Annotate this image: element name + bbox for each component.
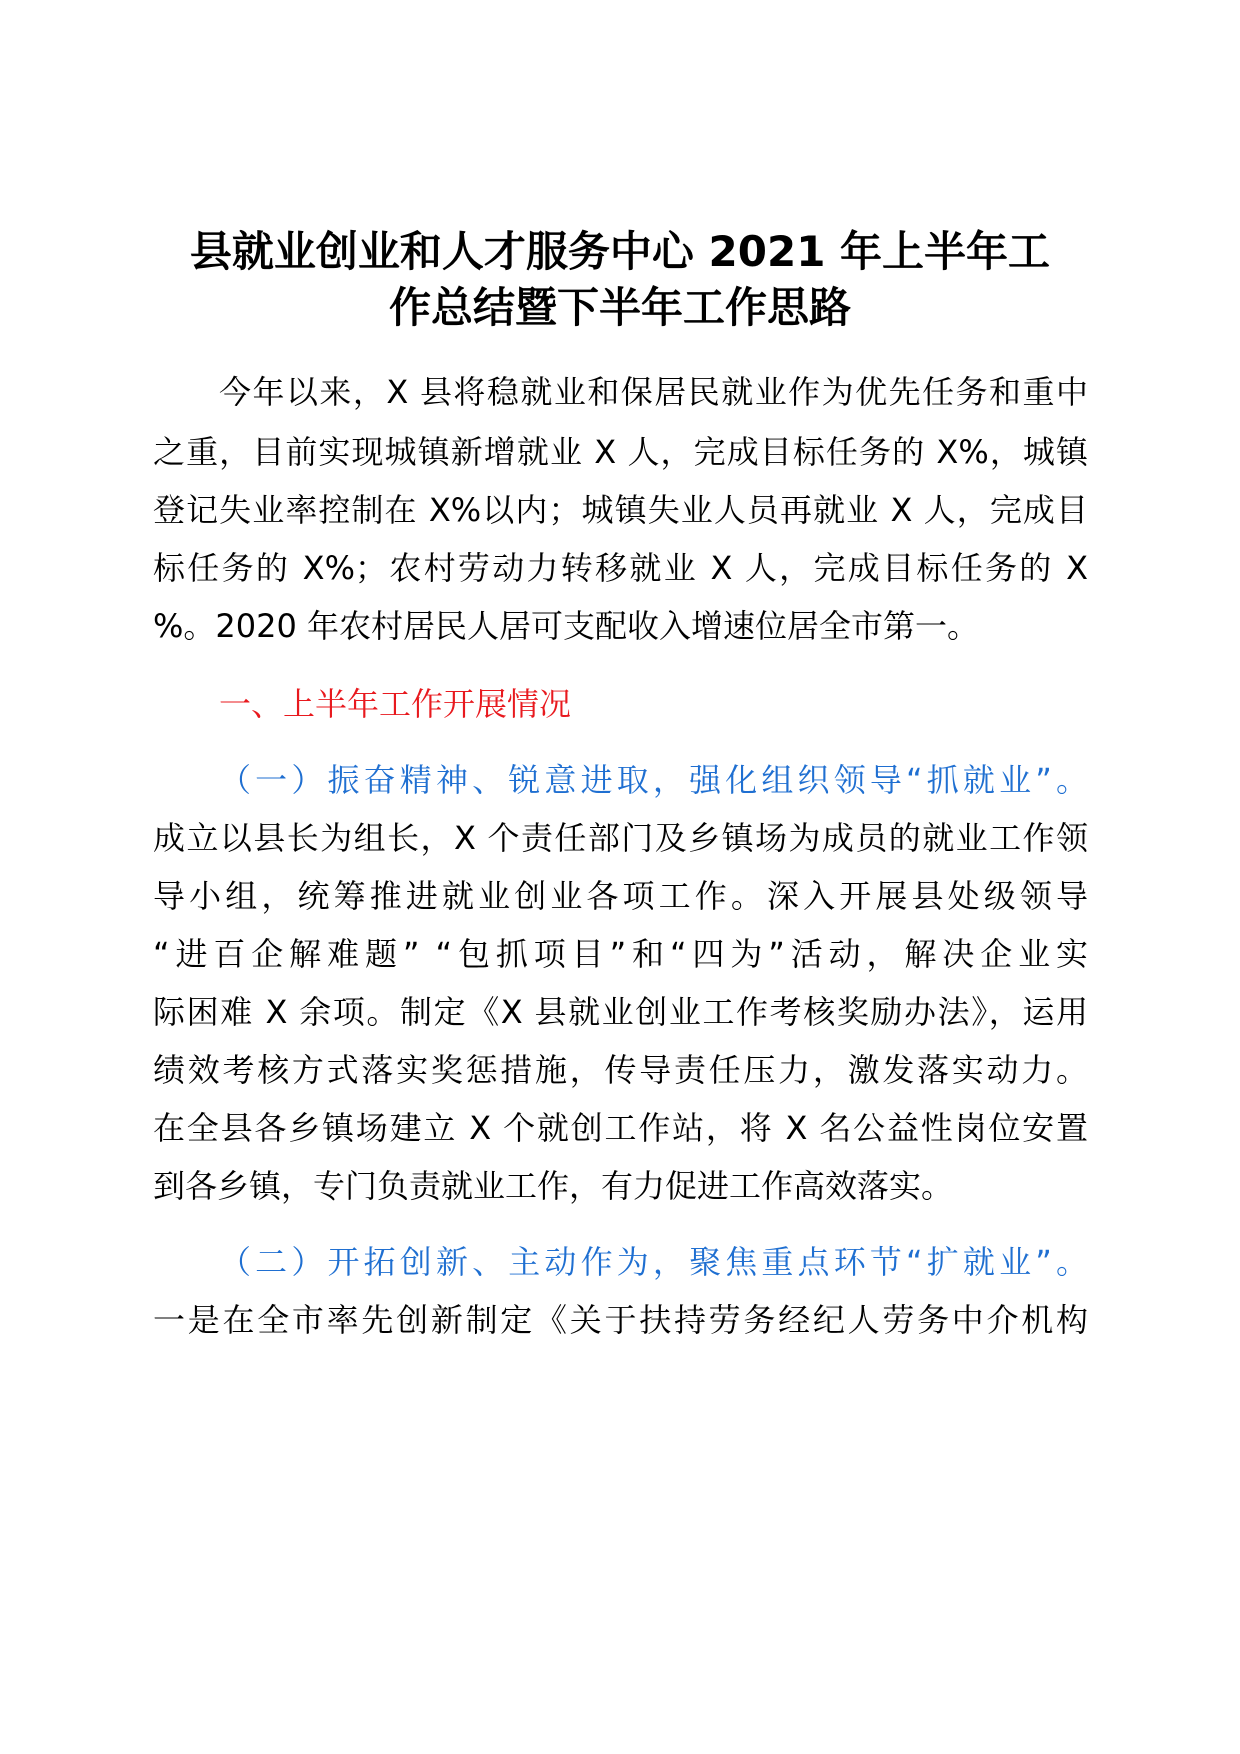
subsection-1-line-4: 际困难 X 余项。制定《X 县就业创业工作考核奖励办法》，运用 (153, 993, 1088, 1031)
intro-paragraph-line-2: 之重，目前实现城镇新增就业 X 人，完成目标任务的 X%，城镇 (153, 433, 1088, 471)
subsection-2-heading: （二）开拓创新、主动作为，聚焦重点环节“扩就业”。 (219, 1243, 1088, 1281)
subsection-1-heading: （一）振奋精神、锐意进取，强化组织领导“抓就业”。 (219, 761, 1088, 799)
subsection-1-line-3: “进百企解难题” “包抓项目”和“四为”活动，解决企业实 (153, 935, 1088, 973)
intro-paragraph-line-3: 登记失业率控制在 X%以内；城镇失业人员再就业 X 人，完成目 (153, 491, 1088, 529)
subsection-2-line-1: 一是在全市率先创新制定《关于扶持劳务经纪人劳务中介机构 (153, 1301, 1088, 1339)
document-title-line-2: 作总结暨下半年工作思路 (388, 283, 851, 332)
intro-paragraph-line-5: %。2020 年农村居民人居可支配收入增速位居全市第一。 (153, 607, 980, 645)
subsection-1-line-6: 在全县各乡镇场建立 X 个就创工作站，将 X 名公益性岗位安置 (153, 1109, 1088, 1147)
subsection-1-line-7: 到各乡镇，专门负责就业工作，有力促进工作高效落实。 (153, 1167, 954, 1205)
intro-paragraph-line-4: 标任务的 X%；农村劳动力转移就业 X 人，完成目标任务的 X (153, 549, 1088, 587)
subsection-1-line-2: 导小组，统筹推进就业创业各项工作。深入开展县处级领导 (153, 877, 1088, 915)
subsection-1-line-1: 成立以县长为组长，X 个责任部门及乡镇场为成员的就业工作领 (153, 819, 1088, 857)
section-1-heading: 一、上半年工作开展情况 (219, 685, 572, 723)
subsection-1-line-5: 绩效考核方式落实奖惩措施，传导责任压力，激发落实动力。 (153, 1051, 1088, 1089)
intro-paragraph-line-1: 今年以来，X 县将稳就业和保居民就业作为优先任务和重中 (219, 373, 1088, 411)
document-title-line-1: 县就业创业和人才服务中心 2021 年上半年工 (189, 227, 1051, 276)
